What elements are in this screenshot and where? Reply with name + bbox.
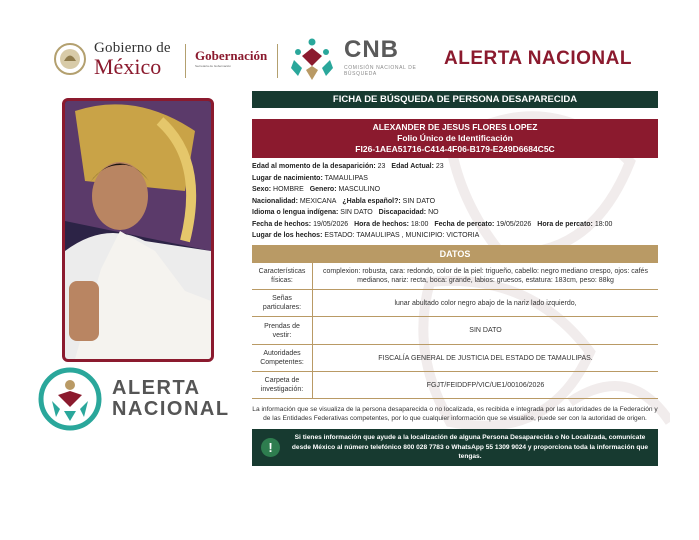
info-value: MEXICANA	[299, 197, 337, 205]
info-label: Hora de hechos:	[354, 220, 409, 228]
datos-label: Características físicas:	[252, 263, 313, 290]
disclaimer-text: La información que se visualiza de la persona desaparecida o no localizada, es recibida e integrada por las autoridades de la Federación y de las Entidades Federativas competentes, por lo que cualquier información que se visualice, puede ser con la autoridad de origen.	[252, 406, 658, 422]
info-row	[252, 161, 658, 173]
info-value: 23	[377, 163, 386, 170]
person-name: ALEXANDER DE JESUS FLORES LOPEZ	[372, 122, 538, 132]
info-label: Edad Actual:	[391, 163, 434, 170]
mexico-text: México	[94, 54, 162, 79]
folio-label: Folio Único de Identificación	[397, 133, 513, 143]
info-label: Edad al momento de la desaparición:	[252, 163, 376, 170]
info-value: HOMBRE	[273, 186, 304, 193]
datos-value: complexion: robusta, cara: redondo, color de la piel: trigueño, cabello: negro mediano crespo, ojos: cafés medianos, nariz: recta, boca: grande, labios: gruesos, estatura: 183cm, peso: 88kg	[313, 263, 659, 290]
info-label: Discapacidad:	[378, 209, 427, 216]
info-label: Lugar de los hechos:	[252, 232, 323, 239]
gobernacion-text: Gobernación	[195, 48, 268, 63]
header-divider	[185, 44, 186, 78]
person-info	[252, 161, 658, 242]
alerta-nacional-title: ALERTA NACIONAL	[444, 48, 632, 69]
datos-table	[252, 263, 658, 400]
ficha-content	[252, 91, 658, 466]
datos-value: lunar abultado color negro abajo de la nariz lado izquierdo,	[313, 290, 659, 317]
info-row	[252, 207, 658, 219]
info-value: ESTADO: TAMAULIPAS , MUNICIPIO: VICTORIA	[324, 232, 480, 239]
info-value: 18:00	[594, 220, 613, 228]
ficha-title-bar: FICHA DE BÚSQUEDA DE PERSONA DESAPARECIDA	[252, 91, 658, 108]
table-row	[252, 345, 658, 372]
nacional-logo-text: NACIONAL	[112, 398, 230, 420]
datos-value: FISCALÍA GENERAL DE JUSTICIA DEL ESTADO DE TAMAULIPAS.	[313, 345, 659, 372]
cnb-title: CNB	[344, 36, 399, 63]
datos-title-bar: DATOS	[252, 245, 658, 263]
info-label: Sexo:	[252, 186, 272, 193]
table-row	[252, 317, 658, 345]
info-label: Fecha de hechos:	[252, 220, 312, 228]
datos-label: Señas particulares:	[252, 290, 313, 317]
info-value: 18:00	[410, 220, 429, 228]
info-label: Lugar de nacimiento:	[252, 174, 323, 182]
info-label: Nacionalidad:	[252, 197, 298, 205]
info-value: MASCULINO	[338, 186, 381, 193]
datos-label: Carpeta de investigación:	[252, 372, 313, 399]
person-name-block	[252, 119, 658, 158]
gobierno-de-text: Gobierno de	[94, 40, 171, 56]
info-value: SIN DATO	[402, 197, 436, 205]
cnb-subtitle: COMISIÓN NACIONAL DE BÚSQUEDA	[344, 65, 417, 77]
datos-value: SIN DATO	[313, 317, 659, 345]
table-row	[252, 263, 658, 290]
escudo-nacional-icon	[53, 40, 87, 78]
person-photo	[62, 98, 214, 362]
info-value: SIN DATO	[340, 209, 373, 216]
info-row	[252, 230, 658, 242]
contact-bar	[252, 429, 658, 466]
datos-label: Autoridades Competentes:	[252, 345, 313, 372]
info-label: ¿Habla español?:	[342, 197, 401, 205]
header-divider	[277, 44, 278, 78]
info-row	[252, 219, 658, 231]
alerta-nacional-logo-icon	[38, 367, 102, 431]
table-row	[252, 290, 658, 317]
alerta-logo-text: ALERTA	[112, 377, 201, 399]
info-row	[252, 173, 658, 185]
alert-sheet	[30, 22, 670, 475]
datos-label: Prendas de vestir:	[252, 317, 313, 345]
info-label: Idioma o lengua indígena:	[252, 209, 339, 216]
info-label: Genero:	[309, 186, 337, 193]
info-value: 19/05/2026	[313, 220, 349, 228]
gobernacion-subtext: Secretaría de Gobernación	[195, 64, 232, 68]
info-value: TAMAULIPAS	[324, 174, 368, 182]
table-row	[252, 372, 658, 399]
info-value: 19/05/2026	[496, 220, 532, 228]
alert-exclamation-icon: !	[261, 438, 280, 457]
info-row	[252, 196, 658, 208]
info-value: NO	[428, 209, 439, 216]
info-row	[252, 184, 658, 196]
datos-value: FGJT/FEIDDFP/VIC/UE1/00106/2026	[313, 372, 659, 399]
info-label: Fecha de percato:	[434, 220, 495, 228]
folio-value: FI26-1AEA51716-C414-4F06-B179-E249D6684C5C	[355, 144, 555, 154]
person-photo-image	[65, 101, 211, 359]
info-value: 23	[435, 163, 444, 170]
cnb-logo-icon	[288, 34, 336, 82]
info-label: Hora de percato:	[537, 220, 593, 228]
contact-message: Si tienes información que ayude a la localización de alguna Persona Desaparecida o No Localizada, comunícate desde México al número telefónico 800 028 7783 o WhatsApp 55 1309 9024 y proporciona toda la información que tengas.	[291, 434, 649, 460]
